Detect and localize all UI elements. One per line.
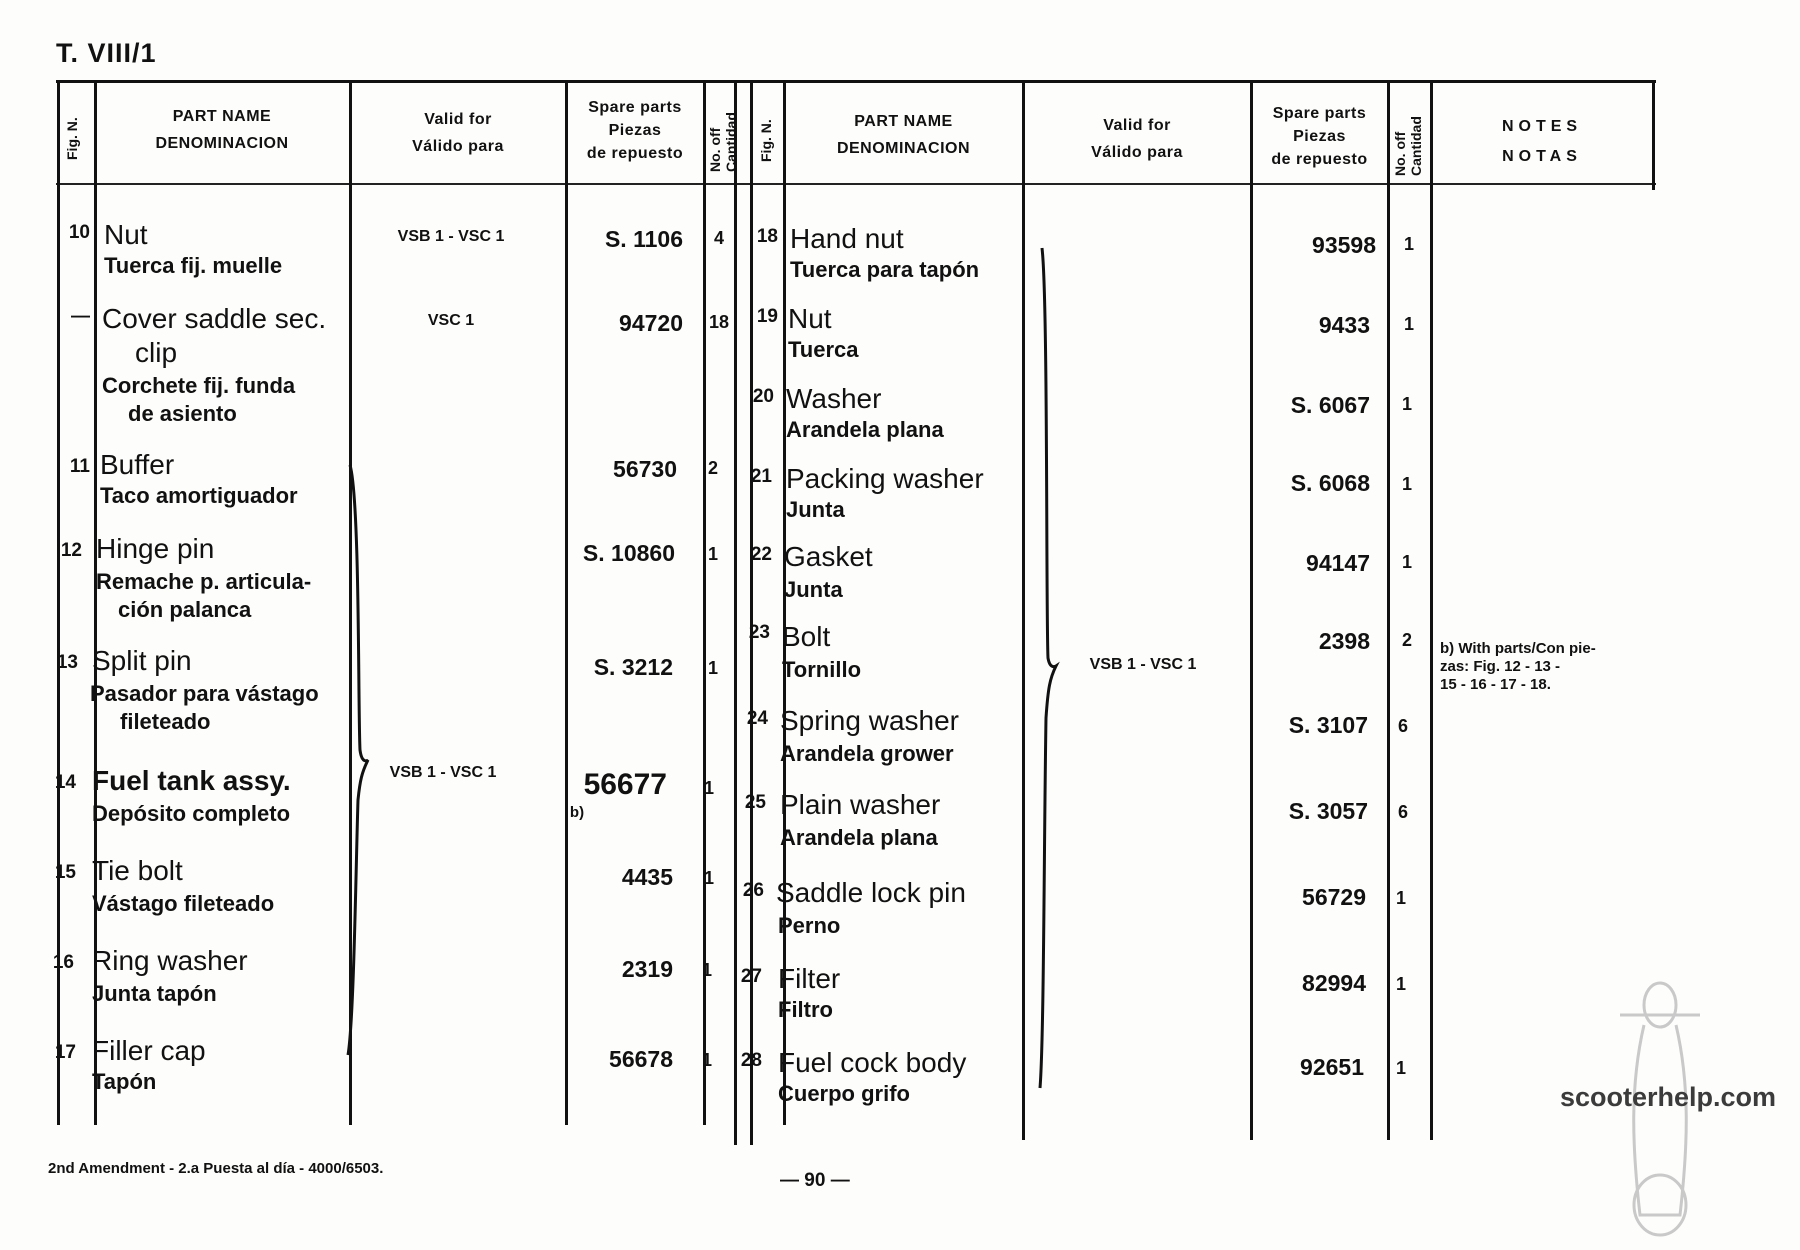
fig-number: 25 [744,792,766,813]
part-name-es: Depósito completo [92,801,291,826]
group-brace [342,460,372,1060]
quantity: 1 [1395,974,1406,994]
spare-part-number: S. 6067 [1290,392,1370,418]
fig-number: 26 [742,880,764,901]
part-name-en: Spring washer [780,705,959,736]
fig-number: 10 [68,222,90,243]
quantity: 2 [1401,630,1412,650]
page-number: — 90 — [780,1170,850,1191]
part-name-en: Packing washer [786,463,984,494]
quantity: 1 [1395,1058,1406,1078]
part-name-en: Buffer [100,449,175,480]
spare-part-number: 92651 [1300,1054,1364,1080]
fig-number: 14 [54,772,76,793]
group-brace-right [1034,238,1064,1098]
fig-number: 12 [60,540,82,561]
part-name-en: Hand nut [790,223,904,254]
valid-for: VSB 1 - VSC 1 [397,228,505,245]
fig-number: 23 [748,622,770,643]
part-name-en: Gasket [784,541,873,572]
part-name-es: Arandela grower [780,741,954,766]
fig-number: 22 [750,544,772,565]
spare-part-number: 9433 [1318,312,1370,338]
spare-part-number: 93598 [1312,232,1376,258]
part-name-en: Cover saddle sec. [102,303,327,334]
part-name-es: Corchete fij. funda [102,373,296,398]
spare-part-number: 2398 [1318,628,1370,654]
quantity: 18 [708,312,730,332]
spare-part-number: S. 3212 [593,654,673,680]
spare-part-number: S. 3057 [1288,798,1368,824]
part-name-en: Split pin [92,645,192,676]
quantity: 1 [1403,314,1414,334]
spare-part-note-ref: b) [569,804,585,821]
part-name-es-cont: ción palanca [118,597,252,622]
quantity: 1 [701,960,712,980]
spare-part-number: 82994 [1302,970,1366,996]
valid-for: VSB 1 - VSC 1 [389,764,497,781]
quantity: 1 [1401,552,1412,572]
part-name-es: Arandela plana [786,417,944,442]
sheet-title: T. VIII/1 [56,38,157,68]
part-name-en: Filler cap [92,1035,206,1066]
part-name-es: Arandela plana [780,825,938,850]
part-name-en: Nut [104,219,148,250]
part-name-es: Pasador para vástago [90,681,319,706]
part-name-es: Filtro [778,997,833,1022]
part-name-en-cont: clip [135,337,178,368]
header-rule [56,183,1656,185]
part-name-en: Hinge pin [96,533,215,564]
quantity: 1 [707,544,718,564]
spare-part-number: 56678 [609,1046,673,1072]
spare-part-number: S. 3107 [1288,712,1368,738]
part-name-es: Vástago fileteado [92,891,275,916]
quantity: 6 [1397,802,1408,822]
valid-for: VSC 1 [427,312,475,329]
part-name-en: Fuel tank assy. [92,765,291,796]
spare-part-number: S. 10860 [582,540,675,566]
fig-number: 20 [752,386,774,407]
part-name-es: Tapón [92,1069,157,1094]
spare-part-number: 56730 [613,456,677,482]
part-name-es-cont: fileteado [120,709,211,734]
footer-amendment: 2nd Amendment - 2.a Puesta al día - 4000/6503. [48,1160,384,1177]
fig-number: 21 [750,466,772,487]
header-part-name: PART NAME DENOMINACION [155,108,289,152]
header-notes: NOTES NOTAS [1501,118,1583,165]
part-name-es: Junta tapón [92,981,217,1006]
part-name-en: Ring washer [92,945,248,976]
header-fig: Fig. N. [64,117,80,160]
quantity: 1 [707,658,718,678]
spare-part-number: 94720 [619,310,683,336]
spare-part-number: 4435 [621,864,673,890]
fig-number: 24 [746,708,768,729]
part-name-es: Junta [786,497,845,522]
spare-part-number: S. 1106 [604,226,683,252]
part-name-en: Washer [786,383,882,414]
fig-number: — [71,306,90,327]
part-name-en: Nut [788,303,832,334]
spare-part-number: 56729 [1302,884,1366,910]
quantity: 1 [1401,474,1412,494]
part-name-en: Plain washer [780,789,941,820]
header-spare-right: Spare parts Piezas de repuesto [1271,105,1368,168]
col-line [1022,80,1025,1140]
part-name-es-cont: de asiento [128,401,237,426]
spare-part-number: 94147 [1306,550,1370,576]
part-name-en: Bolt [782,621,831,652]
quantity: 1 [1403,234,1414,254]
part-name-en: Filter [778,963,841,994]
part-name-es: Tuerca [788,337,859,362]
fig-number: 16 [52,952,74,973]
quantity: 1 [703,868,714,888]
fig-number: 13 [56,652,78,673]
quantity: 1 [703,778,714,798]
part-name-es: Tuerca para tapón [790,257,980,282]
quantity: 6 [1397,716,1408,736]
fig-number: 27 [740,966,762,987]
quantity: 4 [713,228,724,248]
header-valid: Valid for Válido para [412,111,504,155]
part-name-es: Cuerpo grifo [778,1081,910,1106]
spare-part-number: S. 6068 [1290,470,1370,496]
part-name-es: Junta [784,577,843,602]
part-name-en: Tie bolt [92,855,183,886]
header-qty-right: No. off Cantidad [1392,116,1424,176]
header-valid-right: Valid for Válido para [1091,117,1183,161]
part-name-es: Perno [778,913,841,938]
quantity: 1 [1395,888,1406,908]
quantity: 1 [701,1050,712,1070]
spare-part-number: 56677 [583,768,667,801]
quantity: 2 [707,458,718,478]
header-part-name-right: PART NAME DENOMINACION [836,113,971,157]
header-spare: Spare parts Piezas de repuesto [586,99,684,162]
col-line [1652,80,1655,190]
note-b: b) With parts/Con pie- zas: Fig. 12 - 13 - 15 - 16 - 17 - 18. [1440,640,1596,693]
fig-number: 15 [54,862,76,883]
spare-part-number: 2319 [621,956,673,982]
part-name-es: Tuerca fij. muelle [104,253,283,278]
header-qty: No. off Cantidad [707,112,739,172]
fig-number: 18 [756,226,778,247]
fig-number: 17 [54,1042,76,1063]
fig-number: 19 [756,306,778,327]
quantity: 1 [1401,394,1412,414]
part-name-en: Saddle lock pin [776,877,966,908]
site-watermark: scooterhelp.com [1560,1082,1777,1112]
part-name-es: Remache p. articula- [96,569,312,594]
header-fig-right: Fig. N. [758,119,774,162]
valid-for-right: VSB 1 - VSC 1 [1089,656,1197,673]
part-name-es: Tornillo [782,657,862,682]
part-name-en: Fuel cock body [778,1047,967,1078]
fig-number: 28 [740,1050,762,1071]
fig-number: 11 [69,456,90,477]
top-rule [56,80,1656,83]
col-line [1430,80,1433,1140]
part-name-es: Taco amortiguador [100,483,298,508]
